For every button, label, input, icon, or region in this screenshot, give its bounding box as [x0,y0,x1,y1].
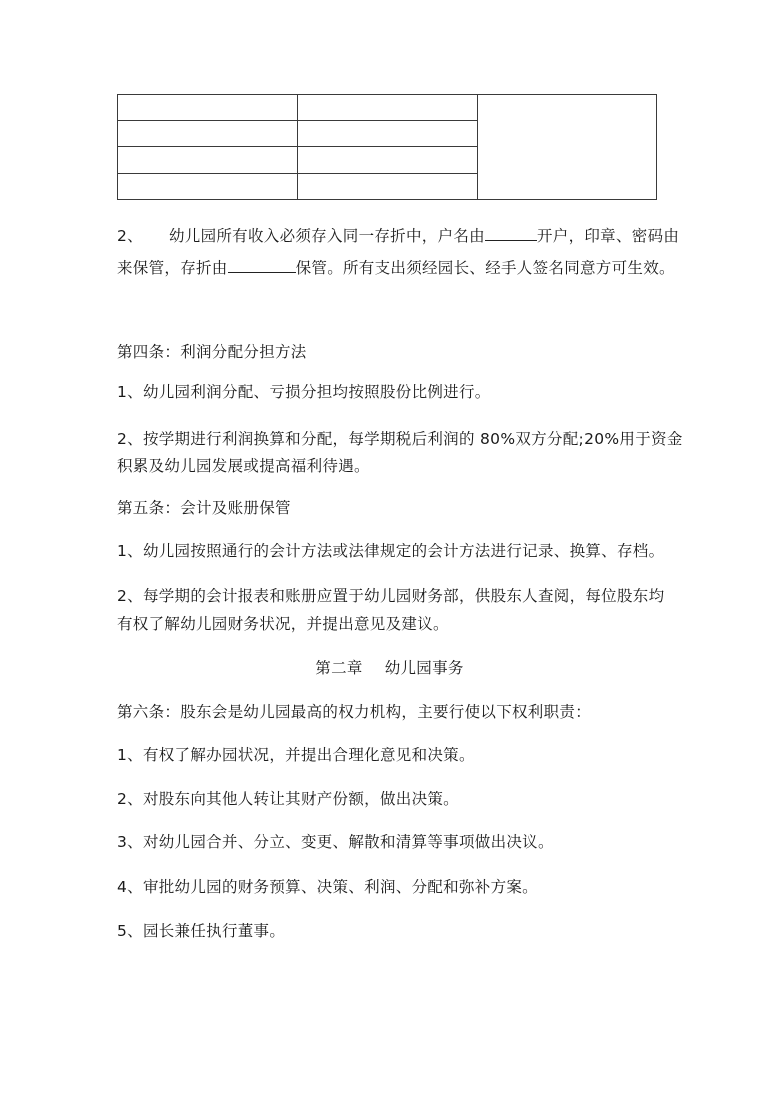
chapter-title: 幼儿园事务 [384,659,464,677]
chapter-label: 第二章 [315,659,363,677]
table-cell [297,94,478,121]
paragraph-line: 有权了解幼儿园财务状况，并提出意见及建议。 [117,615,449,633]
table-cell [117,94,298,121]
paragraph-line: 1、幼儿园利润分配、亏损分担均按照股份比例进行。 [117,383,491,401]
list-item: 3、对幼儿园合并、分立、变更、解散和清算等事项做出决议。 [117,833,554,851]
table-cell [297,146,478,174]
list-item: 4、审批幼儿园的财务预算、决策、利润、分配和弥补方案。 [117,878,538,896]
list-item: 2、对股东向其他人转让其财产份额，做出决策。 [117,790,459,808]
list-item: 1、有权了解办园状况，并提出合理化意见和决策。 [117,746,475,764]
paragraph-line: 积累及幼儿园发展或提高福利待遇。 [117,457,370,475]
paragraph-line [117,254,675,282]
article-heading: 第五条：会计及账册保管 [117,499,291,517]
fill-in-blank [485,224,537,241]
table-cell [297,173,478,200]
table-cell [117,146,298,174]
article-heading: 第四条：利润分配分担方法 [117,343,307,361]
paragraph-line [117,222,680,250]
paragraph-text: 幼儿园所有收入必须存入同一存折中，户名由 [168,227,485,245]
table-cell [117,120,298,147]
table-cell [117,173,298,200]
chapter-heading [117,654,662,682]
paragraph-line: 2、每学期的会计报表和账册应置于幼儿园财务部，供股东人查阅，每位股东均 [117,587,665,605]
paragraph-line: 2、按学期进行利润换算和分配，每学期税后利润的 80%双方分配;20%用于资金 [117,430,683,448]
paragraph-text: 保管。所有支出须经园长、经手人签名同意方可生效。 [295,259,675,277]
paragraph-text: 来保管，存折由 [117,259,228,277]
item-number: 2、 [117,227,143,245]
paragraph-text: 开户，印章、密码由 [536,227,680,245]
article-heading: 第六条：股东会是幼儿园最高的权力机构，主要行使以下权利职责： [117,703,592,721]
table-cell [297,120,478,147]
fill-in-blank [228,256,296,273]
table-cell-merged [477,94,657,200]
paragraph-line: 1、幼儿园按照通行的会计方法或法律规定的会计方法进行记录、换算、存档。 [117,542,665,560]
list-item: 5、园长兼任执行董事。 [117,922,286,940]
empty-table [117,94,657,200]
